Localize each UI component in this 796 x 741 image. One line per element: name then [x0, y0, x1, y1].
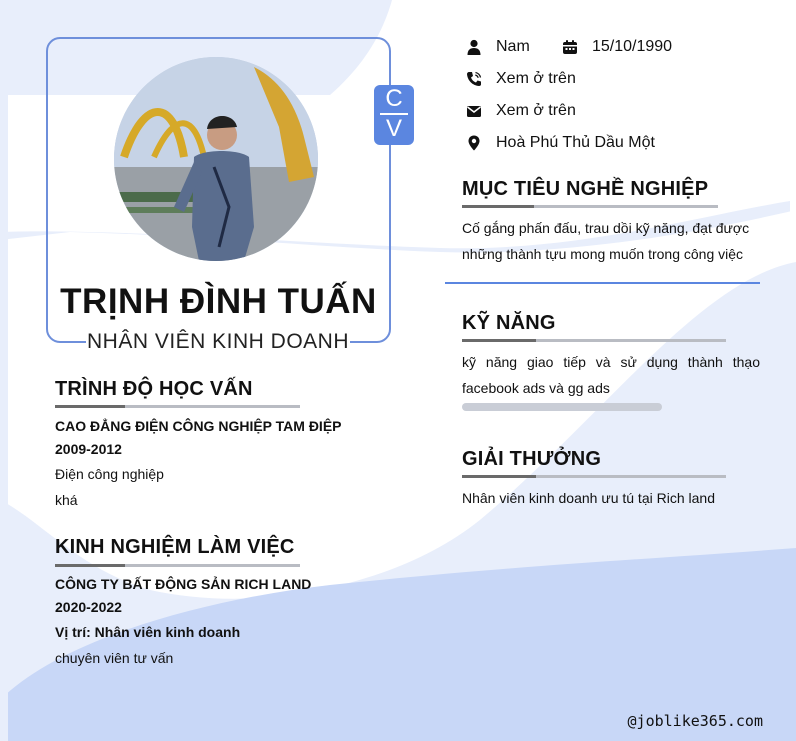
awards-text: Nhân viên kinh doanh ưu tú tại Rich land	[462, 490, 715, 506]
experience-underline	[55, 564, 300, 567]
education-major: Điện công nghiệp	[55, 466, 164, 482]
experience-company: CÔNG TY BẤT ĐỘNG SẢN RICH LAND	[55, 576, 312, 592]
education-school: CAO ĐẲNG ĐIỆN CÔNG NGHIỆP TAM ĐIỆP	[55, 418, 342, 434]
candidate-name: TRỊNH ĐÌNH TUẤN	[60, 282, 377, 321]
calendar-icon	[562, 39, 578, 55]
education-grade: khá	[55, 492, 78, 508]
skill-level-bar	[462, 403, 662, 411]
profile-photo	[114, 57, 318, 261]
objective-heading: MỤC TIÊU NGHỀ NGHIỆP	[462, 178, 709, 200]
address-value: Hoà Phú Thủ Dầu Một	[496, 134, 655, 151]
gender-value: Nam	[496, 38, 530, 55]
address-row	[466, 134, 655, 152]
awards-underline	[462, 475, 726, 478]
skills-text: kỹ năng giao tiếp và sử dụng thành thạo facebook ads và gg ads	[462, 354, 760, 396]
email-row	[466, 102, 576, 120]
education-period: 2009-2012	[55, 441, 122, 457]
skills-underline	[462, 339, 726, 342]
footer-handle: @joblike365.com	[627, 712, 763, 730]
phone-icon	[466, 71, 482, 87]
objective-underline	[462, 205, 718, 208]
skills-heading: KỸ NĂNG	[462, 312, 556, 334]
education-underline	[55, 405, 300, 408]
wave-left-top-strip	[0, 0, 8, 741]
wave-right-top	[790, 0, 796, 230]
mail-icon	[466, 103, 482, 119]
cv-badge-top: C	[385, 85, 403, 112]
phone-value: Xem ở trên	[496, 70, 576, 87]
job-title: NHÂN VIÊN KINH DOANH	[86, 330, 350, 353]
location-pin-icon	[466, 135, 482, 151]
person-icon	[466, 39, 482, 55]
birthday-row	[562, 38, 672, 56]
experience-period: 2020-2022	[55, 599, 122, 615]
experience-description: chuyên viên tư vấn	[55, 650, 174, 666]
gender-row	[466, 38, 530, 56]
cv-badge-bottom: V	[385, 115, 402, 142]
experience-heading: KINH NGHIỆM LÀM VIỆC	[55, 536, 295, 558]
awards-heading: GIẢI THƯỞNG	[462, 448, 602, 470]
education-heading: TRÌNH ĐỘ HỌC VẤN	[55, 378, 253, 400]
phone-row	[466, 70, 576, 88]
skill-level-fill	[462, 403, 662, 411]
section-divider	[445, 282, 760, 284]
cv-badge	[374, 85, 414, 145]
email-value: Xem ở trên	[496, 102, 576, 119]
experience-position: Vị trí: Nhân viên kinh doanh	[55, 624, 241, 640]
birthday-value: 15/10/1990	[592, 38, 673, 55]
objective-text: Cố gắng phấn đấu, trau dồi kỹ năng, đạt được những thành tựu mong muốn trong công việc	[462, 220, 750, 262]
